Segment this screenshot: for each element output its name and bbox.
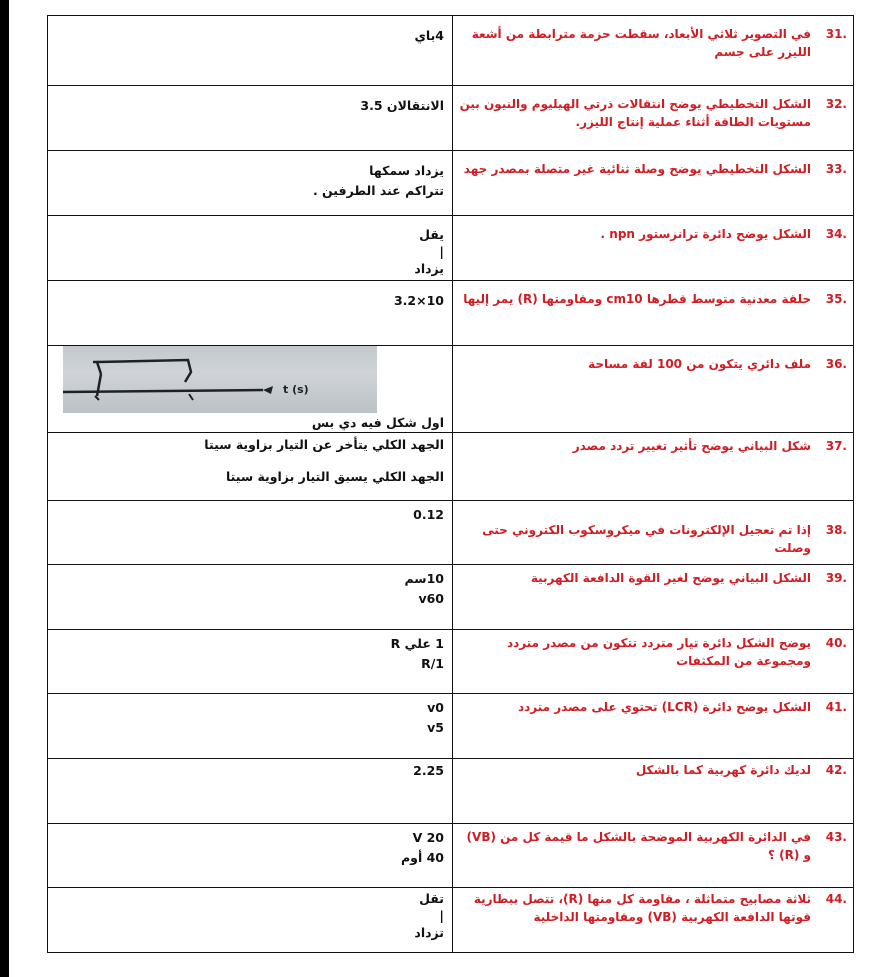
answer-cell — [48, 433, 453, 501]
answer-cell — [48, 824, 453, 888]
answer-text: 40 أوم — [401, 850, 444, 865]
table-row — [48, 151, 854, 216]
question-number: 39. — [825, 571, 847, 585]
table-row — [48, 16, 854, 86]
question-text: لديك دائرة كهربية كما بالشكل — [635, 763, 811, 777]
question-text: ملف دائري يتكون من 100 لفة مساحة — [588, 357, 811, 371]
question-number: 42. — [825, 763, 847, 777]
question-number: 33. — [825, 162, 847, 176]
answer-text: 2.25 — [413, 763, 444, 778]
question-cell — [453, 86, 854, 151]
square-wave-graph — [63, 346, 377, 413]
question-cell — [453, 216, 854, 281]
question-cell — [453, 888, 854, 953]
answer-text: v0 — [427, 700, 444, 715]
question-text: الشكل يوضح دائرة (LCR) تحتوي على مصدر متردد — [517, 700, 811, 714]
answer-cell — [48, 759, 453, 824]
answer-cell — [48, 151, 453, 216]
question-cell — [453, 346, 854, 433]
question-number: 38. — [825, 523, 847, 537]
answer-cell — [48, 565, 453, 630]
answer-text: يزداد سمكها — [369, 163, 444, 178]
answer-text: تتراكم عند الطرفين . — [312, 183, 444, 198]
answer-table — [47, 15, 854, 953]
table-row — [48, 216, 854, 281]
question-cell — [453, 630, 854, 694]
question-cell — [453, 433, 854, 501]
table-row — [48, 501, 854, 565]
table-row — [48, 433, 854, 501]
question-text: الشكل البياني يوضح لغير القوة الدافعة الكهربية — [530, 571, 811, 585]
answer-cell — [48, 888, 453, 953]
question-cell — [453, 759, 854, 824]
question-cell — [453, 501, 854, 565]
question-text: في التصوير ثلاثي الأبعاد، سقطت حزمة مترابطة من أشعة الليزر على جسم — [471, 27, 811, 59]
question-cell — [453, 824, 854, 888]
answer-cell — [48, 501, 453, 565]
question-text: الشكل التخطيطي يوضح انتقالات ذرتي الهيليوم والنيون بين مستويات الطاقة أثناء عملية إنتاج الليزر. — [459, 97, 811, 129]
question-text: حلقة معدنية متوسط قطرها cm10 ومقاومتها (R) يمر إليها — [463, 292, 811, 306]
answer-cell — [48, 86, 453, 151]
question-number: 41. — [825, 700, 847, 714]
answer-text: 4باي — [414, 28, 444, 43]
answer-text: R/1 — [421, 656, 444, 671]
question-text: شكل البياني يوضح تأثير تغيير تردد مصدر — [572, 439, 811, 453]
answer-text: الجهد الكلي يتأخر عن التيار بزاوية سيتا — [204, 437, 444, 452]
question-number: 31. — [825, 27, 847, 41]
question-number: 37. — [825, 439, 847, 453]
question-text: في الدائرة الكهربية الموضحة بالشكل ما قيمة كل من (VB) و (R) ؟ — [466, 830, 811, 862]
question-cell — [453, 694, 854, 759]
table-row — [48, 759, 854, 824]
answer-text: الجهد الكلي يسبق التيار بزاوية سيتا — [225, 469, 444, 484]
answer-text: يزداد — [414, 261, 444, 276]
question-cell — [453, 565, 854, 630]
question-number: 35. — [825, 292, 847, 306]
answer-text: 0.12 — [413, 507, 444, 522]
table-row — [48, 281, 854, 346]
question-text: يوضح الشكل دائرة تيار متردد تتكون من مصدر متردد ومجموعة من المكثفات — [506, 636, 811, 668]
answer-separator: | — [439, 908, 444, 923]
answer-text: V 20 — [412, 830, 444, 845]
question-number: 43. — [825, 830, 847, 844]
question-text: الشكل التخطيطي يوضح وصلة ثنائية غير متصلة بمصدر جهد — [463, 162, 811, 176]
question-number: 32. — [825, 97, 847, 111]
table-row — [48, 888, 854, 953]
answer-cell — [48, 694, 453, 759]
answer-text: 10×3.2 — [393, 293, 444, 308]
graph-axis-label: t (s) — [283, 383, 309, 396]
answer-cell — [48, 630, 453, 694]
table-row — [48, 630, 854, 694]
answer-text: الانتقالان 3.5 — [360, 98, 444, 113]
table-row — [48, 86, 854, 151]
question-cell — [453, 281, 854, 346]
question-number: 34. — [825, 227, 847, 241]
answer-text: v60 — [418, 591, 444, 606]
table-row — [48, 694, 854, 759]
answer-cell — [48, 16, 453, 86]
table-row — [48, 565, 854, 630]
answer-text: v5 — [427, 720, 444, 735]
question-cell — [453, 151, 854, 216]
answer-text: تزداد — [414, 925, 444, 940]
graph-photo — [63, 346, 377, 413]
answer-cell — [48, 281, 453, 346]
answer-separator: | — [439, 244, 444, 259]
question-number: 40. — [825, 636, 847, 650]
answer-text: 10سم — [404, 571, 444, 586]
table-row — [48, 824, 854, 888]
answer-cell — [48, 216, 453, 281]
question-text: الشكل يوضح دائرة ترانزستور npn . — [600, 227, 811, 241]
question-text: إذا تم تعجيل الإلكترونات في ميكروسكوب الكتروني حتى وصلت — [482, 523, 811, 555]
left-border-strip — [0, 0, 9, 977]
answer-text: 1 علي R — [390, 636, 444, 651]
answer-text: تقل — [419, 891, 444, 906]
question-text: ثلاثة مصابيح متماثلة ، مقاومة كل منها (R)، تتصل ببطارية قوتها الدافعة الكهربية (VB) ومقاومتها الداخلية — [473, 892, 811, 924]
answer-text: اول شكل فيه دي بس — [311, 415, 444, 430]
question-cell — [453, 16, 854, 86]
question-number: 36. — [825, 357, 847, 371]
question-number: 44. — [825, 892, 847, 906]
answer-text: يقل — [419, 227, 444, 242]
